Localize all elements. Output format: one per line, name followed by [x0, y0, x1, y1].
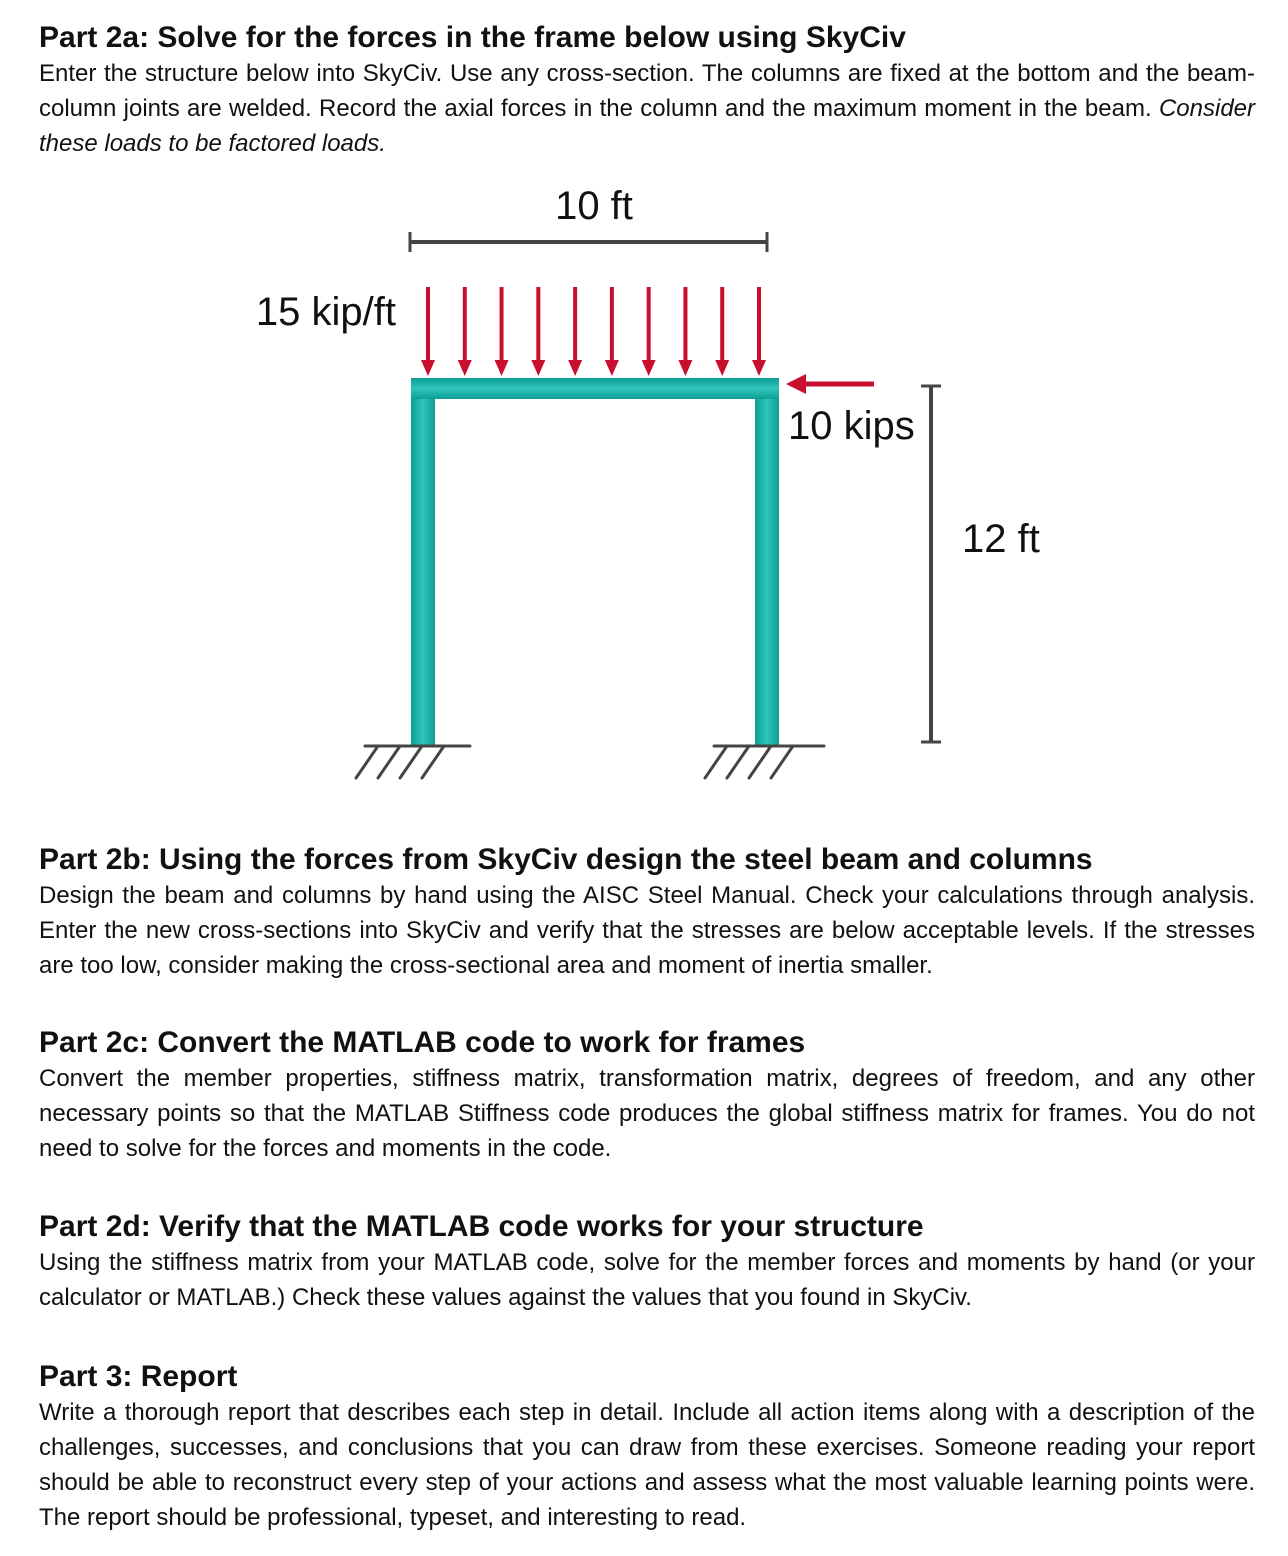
- body-part-2a-italic: Consider these loads to be factored loads.: [39, 95, 1255, 157]
- left-fixed-support: [356, 746, 470, 778]
- load-arrow-head: [568, 360, 582, 376]
- load-arrow-head: [642, 360, 656, 376]
- body-part-2b: Design the beam and columns by hand using the AISC Steel Manual. Check your calculations through analysis. Enter the new cross-sections into SkyCiv and verify that the stresses are below acceptable levels. If the stresses are too low, consider making the cross-sectional area and moment of inertia smaller.: [39, 882, 1255, 979]
- distributed-load-label: 15 kip/ft: [255, 290, 396, 334]
- body-part-3: Write a thorough report that describes each step in detail. Include all action items along with a description of the challenges, successes, and conclusions that you can draw from these exercises. Someone reading your report should be able to reconstruct every step of your actions and assess what the most valuable learning points were. The report should be professional, typeset, and interesting to read.: [39, 1399, 1255, 1531]
- heading-part-3: Part 3: Report: [39, 1360, 238, 1393]
- distributed-load-arrows: [421, 287, 766, 376]
- load-arrow-head: [421, 360, 435, 376]
- beam: [411, 378, 779, 399]
- heading-part-2c: Part 2c: Convert the MATLAB code to work for frames: [39, 1026, 806, 1059]
- load-arrow-head: [715, 360, 729, 376]
- right-fixed-support: [705, 746, 824, 778]
- load-arrow-head: [605, 360, 619, 376]
- right-column: [755, 378, 779, 746]
- heading-part-2b: Part 2b: Using the forces from SkyCiv design the steel beam and columns: [39, 843, 1093, 876]
- point-load-label: 10 kips: [788, 404, 915, 448]
- load-arrow-head: [752, 360, 766, 376]
- section-part-2b: [39, 842, 1255, 983]
- left-column: [411, 378, 435, 746]
- span-label: 10 ft: [555, 184, 633, 228]
- section-part-3: [39, 1359, 1255, 1535]
- body-part-2a-text: Enter the structure below into SkyCiv. Use any cross-section. The columns are fixed at the bottom and the beam-column joints are welded. Record the axial forces in the column and the maximum moment in the beam.: [39, 60, 1255, 122]
- load-arrow-head: [458, 360, 472, 376]
- body-part-2c: Convert the member properties, stiffness matrix, transformation matrix, degrees of freedom, and any other necessary points so that the MATLAB Stiffness code produces the global stiffness matrix for frames. You do not need to solve for the forces and moments in the code.: [39, 1065, 1255, 1162]
- height-label: 12 ft: [962, 517, 1040, 561]
- load-arrow-head: [495, 360, 509, 376]
- section-part-2c: [39, 1025, 1255, 1166]
- height-dimension: [921, 386, 1040, 742]
- load-arrow-head: [531, 360, 545, 376]
- span-dimension: [410, 184, 767, 252]
- heading-part-2a: Part 2a: Solve for the forces in the frame below using SkyCiv: [39, 21, 906, 54]
- point-load: [788, 384, 915, 448]
- heading-part-2d: Part 2d: Verify that the MATLAB code works for your structure: [39, 1210, 924, 1243]
- section-part-2d: [39, 1209, 1255, 1315]
- load-arrow-head: [678, 360, 692, 376]
- body-part-2d: Using the stiffness matrix from your MATLAB code, solve for the member forces and moments by hand (or your calculator or MATLAB.) Check these values against the values that you found in SkyCiv.: [39, 1249, 1255, 1311]
